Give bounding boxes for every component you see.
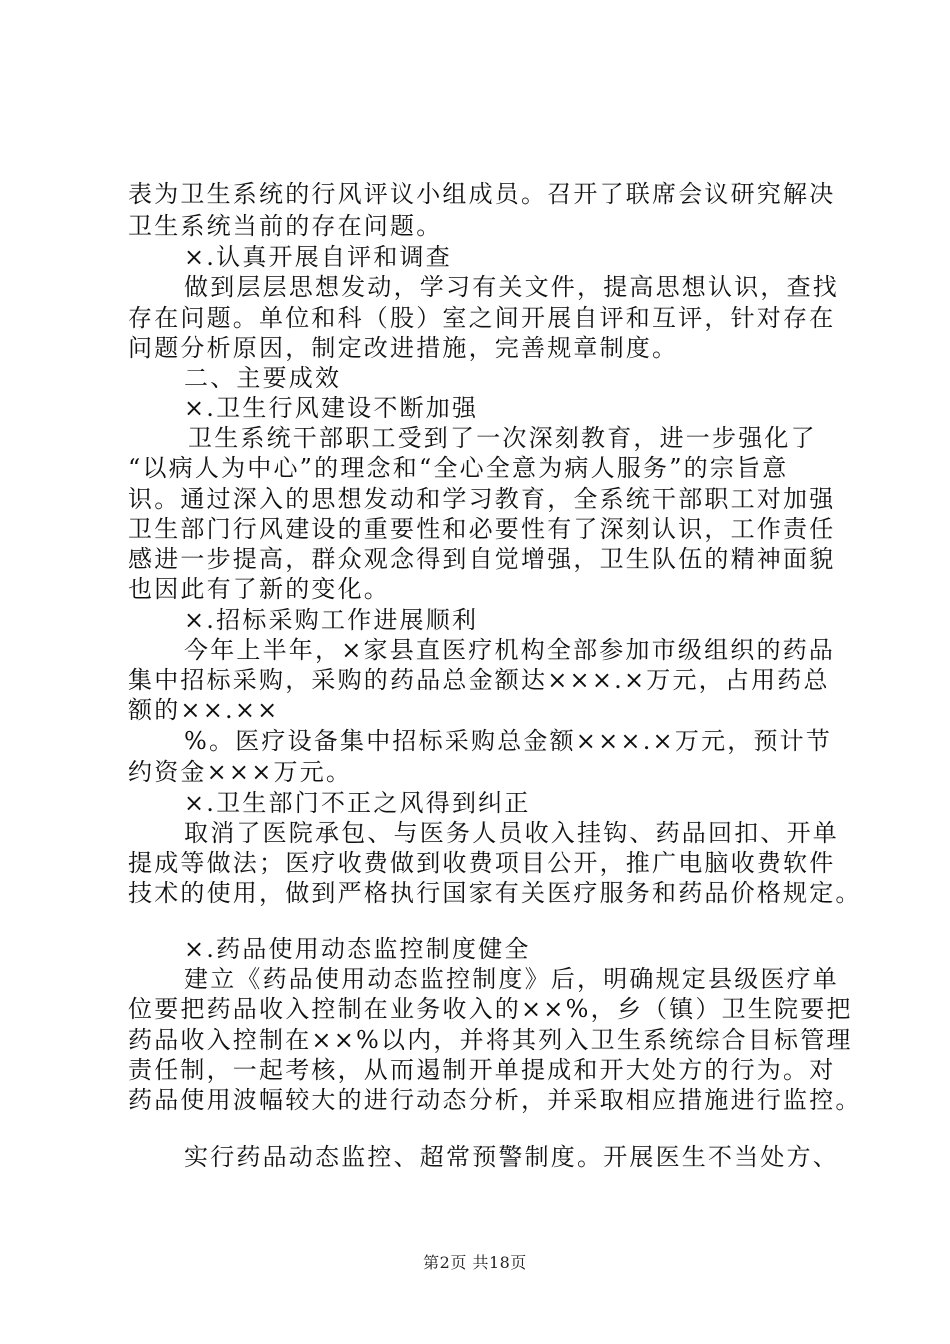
- text-line: 约资金×××万元。: [128, 758, 353, 786]
- section-heading: ×.卫生部门不正之风得到纠正: [184, 789, 531, 817]
- section-heading: ×.认真开展自评和调查: [184, 243, 452, 271]
- text-line: 提成等做法；医疗收费做到收费项目公开，推广电脑收费软件: [128, 849, 836, 877]
- section-heading: 二、主要成效: [184, 364, 342, 392]
- text-line: 卫生系统干部职工受到了一次深刻教育，进一步强化了: [188, 424, 817, 452]
- text-line: 卫生系统当前的存在问题。: [128, 212, 443, 240]
- page-number: 第2页 共18页: [423, 1253, 527, 1272]
- text-line: 问题分析原因，制定改进措施，完善规章制度。: [128, 334, 679, 362]
- text-line: 责任制，一起考核，从而遏制开单提成和开大处方的行为。对: [128, 1056, 836, 1084]
- text-line: 识。通过深入的思想发动和学习教育，全系统干部职工对加强: [128, 485, 836, 513]
- text-line: 实行药品动态监控、超常预警制度。开展医生不当处方、: [184, 1143, 839, 1171]
- text-line: 药品使用波幅较大的进行动态分析，并采取相应措施进行监控。: [128, 1086, 862, 1114]
- text-line: 取消了医院承包、与医务人员收入挂钩、药品回扣、开单: [184, 819, 839, 847]
- text-line: 感进一步提高，群众观念得到自觉增强，卫生队伍的精神面貌: [128, 545, 836, 573]
- section-heading: ×.药品使用动态监控制度健全: [184, 935, 531, 963]
- text-line: 今年上半年，×家县直医疗机构全部参加市级组织的药品: [184, 636, 836, 664]
- text-line: 额的××.××: [128, 696, 280, 724]
- text-line: 集中招标采购，采购的药品总金额达×××.×万元，占用药总: [128, 666, 830, 694]
- text-line: 也因此有了新的变化。: [128, 575, 390, 603]
- text-line: 表为卫生系统的行风评议小组成员。召开了联席会议研究解决: [128, 180, 836, 208]
- section-heading: ×.卫生行风建设不断加强: [184, 394, 479, 422]
- text-line: 卫生部门行风建设的重要性和必要性有了深刻认识，工作责任: [128, 515, 836, 543]
- text-line: 存在问题。单位和科（股）室之间开展自评和互评，针对存在: [128, 304, 836, 332]
- text-line: %。医疗设备集中招标采购总金额×××.×万元，预计节: [184, 727, 833, 755]
- text-line: 建立《药品使用动态监控制度》后，明确规定县级医疗单: [184, 965, 839, 993]
- section-heading: ×.招标采购工作进展顺利: [184, 606, 479, 634]
- text-line: 位要把药品收入控制在业务收入的××%，乡（镇）卫生院要把: [128, 995, 853, 1023]
- text-line: “以病人为中心”的理念和“全心全意为病人服务”的宗旨意: [128, 454, 789, 482]
- text-line: 药品收入控制在××%以内，并将其列入卫生系统综合目标管理: [128, 1026, 853, 1054]
- text-line: 技术的使用，做到严格执行国家有关医疗服务和药品价格规定。: [128, 879, 862, 907]
- text-line: 做到层层思想发动，学习有关文件，提高思想认识，查找: [184, 273, 839, 301]
